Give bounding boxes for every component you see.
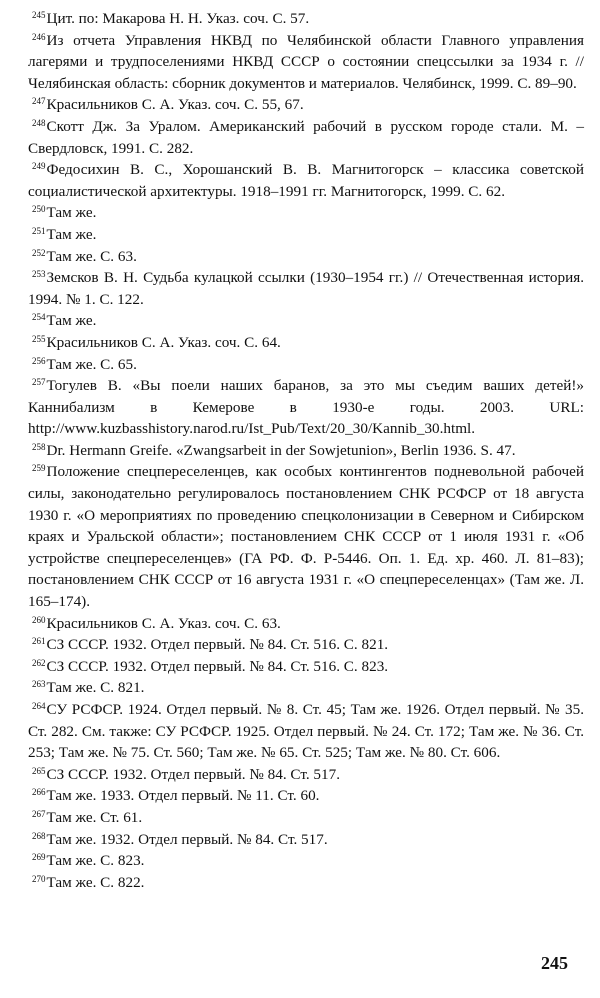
footnote (28, 354, 584, 376)
footnote-text: СЗ СССР. 1932. Отдел первый. № 84. Ст. 516. С. 821. (46, 636, 389, 654)
footnote (28, 461, 584, 612)
footnote (28, 677, 584, 699)
footnote (28, 202, 584, 224)
footnote (28, 872, 584, 894)
footnote-text: Там же. 1932. Отдел первый. № 84. Ст. 517. (46, 830, 328, 848)
footnote-number: 254 (32, 312, 46, 323)
footnote (28, 30, 584, 95)
footnote-text: Красильников С. А. Указ. соч. С. 63. (46, 614, 281, 632)
footnote-number: 251 (32, 225, 46, 236)
footnote (28, 699, 584, 764)
footnote-text: Из отчета Управления НКВД по Челябинской области Главного управления лагерями и трудпоселениями НКВД СССР о состоянии спецссылки за 1934 г. // Челябинская область: сборник документов и материалов. Челябинск, 1999. С. 89–90. (28, 31, 584, 92)
footnote (28, 440, 584, 462)
footnote-number: 270 (32, 873, 46, 884)
footnote-number: 258 (32, 441, 46, 452)
footnote-text: Красильников С. А. Указ. соч. С. 55, 67. (46, 96, 304, 114)
footnote-text: СУ РСФСР. 1924. Отдел первый. № 8. Ст. 45; Там же. 1926. Отдел первый. № 35. Ст. 282. См. также: СУ РСФСР. 1925. Отдел первый. № 24. Ст. 172; Там же. № 36. Ст. 253; Там же. № 75. Ст. 560; Там же. № 65. Ст. 525; Там же. № 80. Ст. 606. (28, 701, 584, 762)
footnote-number: 252 (32, 247, 46, 258)
footnote (28, 785, 584, 807)
footnote (28, 332, 584, 354)
footnote-text: Положение спецпереселенцев, как особых контингентов подневольной рабочей силы, законодательно регулировалось постановлением СНК РСФСР от 18 августа 1930 г. «О мероприятиях по проведению спецколонизации в Северном и Сибирском краях и Уральской области»; постановлением СНК СССР от 1 июля 1931 г. «Об устройстве спецпереселенцев» (ГА РФ. Ф. Р-5446. Оп. 1. Ед. хр. 460. Л. 81–83); постановлением СНК СССР от 16 августа 1931 г. «О спецпереселенцах» (Там же. Л. 165–174). (28, 463, 584, 611)
footnote-number: 264 (32, 701, 46, 711)
footnote (28, 159, 584, 202)
footnote-number: 260 (32, 614, 46, 625)
footnote (28, 116, 584, 159)
footnote-text: Федосихин В. С., Хорошанский В. В. Магнитогорск – классика советской социалистической архитектуры. 1918–1991 гг. Магнитогорск, 1999. С. 62. (28, 161, 584, 200)
footnote-number: 267 (32, 808, 46, 819)
footnote (28, 807, 584, 829)
footnote-number: 256 (32, 355, 46, 366)
footnote-text: Там же. С. 65. (46, 355, 137, 373)
book-page (28, 8, 584, 988)
footnotes-list (28, 8, 584, 893)
footnote-text: Там же. (46, 204, 97, 222)
footnote-text: СЗ СССР. 1932. Отдел первый. № 84. Ст. 517. (46, 765, 341, 783)
footnote-number: 247 (32, 96, 46, 107)
footnote (28, 634, 584, 656)
footnote-text: СЗ СССР. 1932. Отдел первый. № 84. Ст. 516. С. 823. (46, 657, 389, 675)
footnote (28, 764, 584, 786)
footnote-number: 250 (32, 204, 46, 215)
footnote-number: 263 (32, 679, 46, 690)
footnote-text: Там же. С. 63. (46, 247, 137, 265)
footnote-number: 246 (32, 31, 46, 42)
footnote-text: Там же. (46, 225, 97, 243)
footnote (28, 613, 584, 635)
footnote-number: 255 (32, 333, 46, 344)
footnote-text: Там же. 1933. Отдел первый. № 11. Ст. 60. (46, 787, 320, 805)
footnote (28, 375, 584, 440)
footnote-number: 253 (32, 269, 46, 280)
footnote-text: Там же. С. 823. (46, 852, 145, 870)
footnote-number: 265 (32, 765, 46, 776)
footnote-number: 268 (32, 830, 46, 841)
footnote-number: 249 (32, 161, 46, 172)
footnote-number: 269 (32, 852, 46, 863)
footnote-text: Там же. (46, 312, 97, 330)
footnote-text: Красильников С. А. Указ. соч. С. 64. (46, 333, 281, 351)
footnote (28, 94, 584, 116)
footnote-text: Тогулев В. «Вы поели наших баранов, за это мы съедим ваших детей!» Каннибализм в Кемерове в 1930-е годы. 2003. URL: http://www.kuzbasshistory.narod.ru/Ist_Pub/Text/20_30/Kannib_30.html. (28, 377, 584, 438)
footnote-number: 266 (32, 787, 46, 798)
footnote (28, 310, 584, 332)
footnote-number: 259 (32, 463, 46, 474)
footnote (28, 8, 584, 30)
footnote (28, 829, 584, 851)
footnote (28, 246, 584, 268)
footnote (28, 267, 584, 310)
page-number: 245 (541, 953, 568, 973)
footnote (28, 224, 584, 246)
footnote-number: 245 (32, 10, 46, 20)
footnote-number: 262 (32, 657, 46, 668)
footnote-text: Там же. Ст. 61. (46, 808, 143, 826)
footnote-text: Скотт Дж. За Уралом. Американский рабочий в русском городе стали. М. – Свердловск, 1991. С. 282. (28, 117, 584, 157)
footnote (28, 850, 584, 872)
footnote-number: 261 (32, 636, 46, 647)
footnote-text: Цит. по: Макарова Н. Н. Указ. соч. С. 57. (46, 10, 310, 27)
footnote-number: 257 (32, 377, 46, 388)
footnote-number: 248 (32, 117, 46, 128)
footnote (28, 656, 584, 678)
footnote-text: Земсков В. Н. Судьба кулацкой ссылки (1930–1954 гг.) // Отечественная история. 1994. № 1. С. 122. (28, 269, 584, 308)
footnote-text: Dr. Hermann Greife. «Zwangsarbeit in der Sowjetunion», Berlin 1936. S. 47. (46, 441, 516, 459)
footnote-text: Там же. С. 822. (46, 873, 145, 891)
footnote-text: Там же. С. 821. (46, 679, 145, 697)
